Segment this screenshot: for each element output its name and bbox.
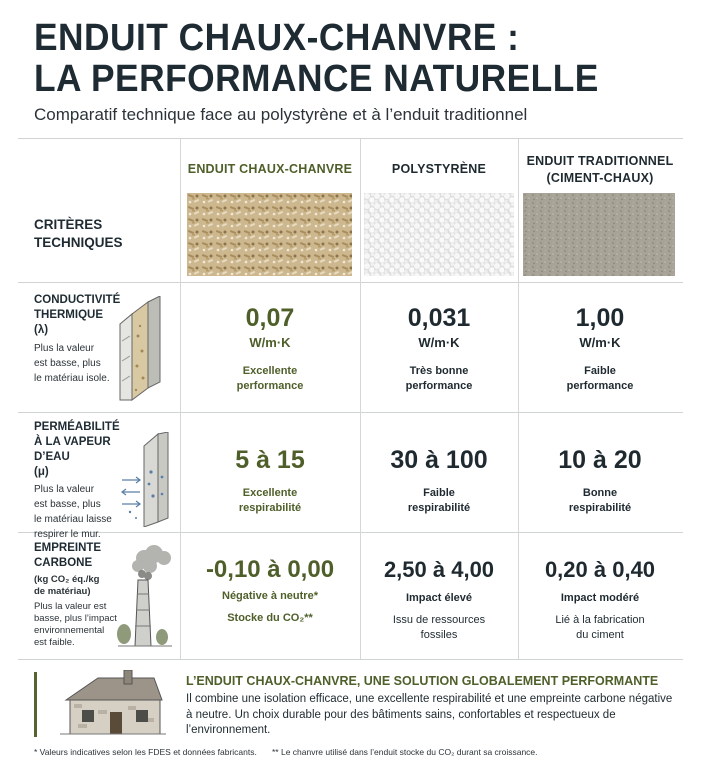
column-divider — [180, 139, 181, 659]
value: 0,07 — [245, 304, 295, 332]
wall-section-icon — [112, 296, 174, 404]
row-note: environnemental — [34, 625, 105, 636]
hemp-lime-texture — [187, 193, 352, 276]
row-title: (λ) — [34, 324, 49, 336]
column-divider — [518, 139, 519, 659]
rating: Stocke du CO₂** — [227, 612, 313, 624]
row-title: À LA VAPEUR D’EAU — [34, 436, 111, 463]
row-title: (μ) — [34, 466, 49, 478]
cell-traditional-carbon — [520, 555, 680, 643]
rating: Excellente — [242, 365, 298, 377]
footnote: * Valeurs indicatives selon les FDES et données fabricants. — [34, 747, 257, 757]
value: 0,031 — [407, 304, 471, 332]
detail: Issu de ressources — [392, 614, 486, 626]
column-header-hemp — [182, 161, 358, 178]
row-title: CARBONE — [34, 557, 93, 569]
row-note: le matériau laisse — [34, 514, 112, 525]
cell-hemp-permeability — [182, 445, 358, 516]
rating: Bonne — [582, 487, 618, 499]
title-line-1: ENDUIT CHAUX-CHANVRE : — [34, 17, 520, 59]
conclusion-title: L’ENDUIT CHAUX-CHANVRE, UNE SOLUTION GLOBALEMENT PERFORMANTE — [186, 674, 659, 688]
column-header-polystyrene — [362, 161, 516, 178]
unit: W/m·K — [249, 335, 291, 350]
cell-traditional-permeability — [520, 445, 680, 516]
rating: Très bonne — [409, 365, 469, 377]
rating: performance — [566, 380, 634, 392]
row-unit: de matériau) — [34, 586, 91, 597]
rating: Excellente — [242, 487, 298, 499]
rating: respirabilité — [238, 502, 302, 514]
divider — [18, 138, 683, 139]
row-note: respirer le mur. — [34, 529, 101, 540]
detail: du ciment — [576, 629, 624, 641]
vapor-wall-icon — [118, 432, 176, 527]
cement-lime-texture — [523, 193, 675, 276]
stone-house-icon — [58, 670, 168, 738]
row-note: est basse, plus — [34, 499, 101, 510]
value: 2,50 à 4,00 — [383, 557, 495, 582]
rating: performance — [405, 380, 473, 392]
rating: respirabilité — [407, 502, 471, 514]
row-title: PERMÉABILITÉ — [34, 421, 120, 433]
divider — [18, 412, 683, 413]
row-title: CONDUCTIVITÉ — [34, 294, 121, 306]
value: 30 à 100 — [390, 446, 488, 474]
unit: W/m·K — [579, 335, 621, 350]
row-note: Plus la valeur — [34, 343, 95, 354]
footnote: ** Le chanvre utilisé dans l’enduit stocke du CO₂ durant sa croissance. — [272, 747, 538, 757]
value: 1,00 — [575, 304, 625, 332]
polystyrene-texture — [364, 193, 514, 276]
rating: performance — [236, 380, 304, 392]
divider — [18, 282, 683, 283]
column-header-traditional — [520, 153, 680, 187]
cell-polystyrene-conductivity — [362, 303, 516, 394]
row-title: EMPREINTE — [34, 542, 102, 554]
cell-hemp-conductivity — [182, 303, 358, 394]
subtitle: Comparatif technique face au polystyrène et à l’enduit traditionnel — [34, 105, 528, 124]
criteria-header-line: CRITÈRES — [34, 217, 103, 232]
cell-hemp-carbon — [182, 555, 358, 626]
column-header-label: ENDUIT TRADITIONNEL — [526, 154, 674, 168]
rating: Faible — [423, 487, 455, 499]
column-header-sublabel: (CIMENT-CHAUX) — [546, 171, 654, 185]
accent-bar — [34, 672, 37, 737]
row-label-conductivity — [34, 293, 121, 385]
row-note: est basse, plus — [34, 358, 101, 369]
value: 5 à 15 — [235, 446, 305, 474]
row-note: basse, plus l’impact — [34, 613, 117, 624]
column-divider — [360, 139, 361, 659]
conclusion-text: Il combine une isolation efficace, une excellente respirabilité et une empreinte carbone négative à neutre. Un choix durable pour des bâtiments sains, confortables et respectueux de l’environnement. — [186, 693, 673, 736]
cell-polystyrene-carbon — [362, 555, 516, 643]
row-unit: (kg CO₂ éq./kg — [34, 574, 100, 585]
row-note: Plus la valeur — [34, 484, 95, 495]
title-line-2: LA PERFORMANCE NATURELLE — [34, 58, 599, 100]
rating: respirabilité — [568, 502, 632, 514]
detail: Lié à la fabrication — [555, 614, 645, 626]
rating: Négative à neutre* — [222, 590, 318, 602]
divider — [18, 659, 683, 660]
column-header-label: ENDUIT CHAUX-CHANVRE — [187, 162, 353, 176]
row-note: le matériau isole. — [34, 373, 110, 384]
criteria-header-line: TECHNIQUES — [34, 235, 123, 250]
row-title: THERMIQUE — [34, 309, 103, 321]
row-note: Plus la valeur est — [34, 601, 107, 612]
column-header-label: POLYSTYRÈNE — [391, 162, 487, 176]
unit: W/m·K — [418, 335, 460, 350]
cell-polystyrene-permeability — [362, 445, 516, 516]
factory-chimney-icon — [114, 544, 176, 652]
value: -0,10 à 0,00 — [205, 556, 335, 583]
cell-traditional-conductivity — [520, 303, 680, 394]
rating: Faible — [584, 365, 616, 377]
value: 0,20 à 0,40 — [544, 557, 656, 582]
value: 10 à 20 — [558, 446, 642, 474]
page-title — [34, 18, 599, 100]
rating: Impact élevé — [405, 592, 473, 604]
detail: fossiles — [420, 629, 458, 641]
criteria-header — [34, 216, 123, 252]
row-note: est faible. — [34, 637, 75, 648]
rating: Impact modéré — [560, 592, 640, 604]
